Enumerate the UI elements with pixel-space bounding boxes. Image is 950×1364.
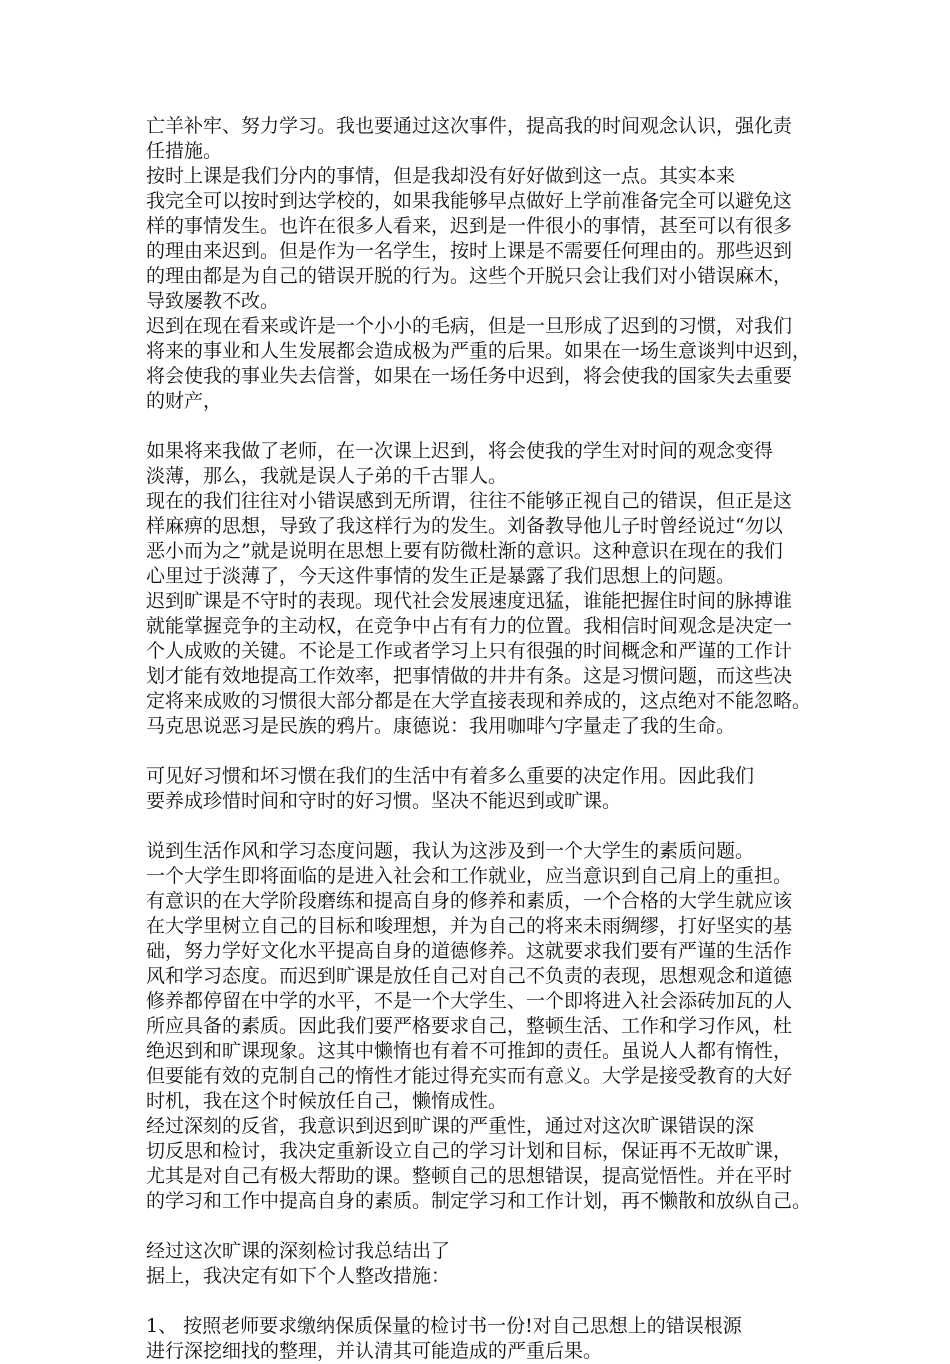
paragraph-6 [146, 589, 812, 739]
text-line: 迟到在现在看来或许是一个小小的毛病，但是一旦形成了迟到的习惯，对我们 [146, 315, 793, 337]
paragraph-gap [146, 1214, 812, 1239]
text-line: 时机，我在这个时候放任自己，懒惰成性。 [146, 1090, 508, 1112]
paragraph-gap [146, 414, 812, 439]
paragraph-gap [146, 1289, 812, 1314]
text-line: 经过深刻的反省，我意识到迟到旷课的严重性，通过对这次旷课错误的深 [146, 1115, 755, 1137]
text-line: 迟到旷课是不守时的表现。现代社会发展速度迅猛，谁能把握住时间的脉搏谁 [146, 590, 793, 612]
text-line: 有意识的在大学阶段磨练和提高自身的修养和素质，一个合格的大学生就应该 [146, 890, 793, 912]
paragraph-gap [146, 814, 812, 839]
text-line: 如果将来我做了老师，在一次课上迟到，将会使我的学生对时间的观念变得 [146, 440, 774, 462]
text-line: 切反思和检讨，我决定重新设立自己的学习计划和目标，保证再不无故旷课， [146, 1140, 793, 1162]
text-line: 的学习和工作中提高自身的素质。制定学习和工作计划，再不懒散和放纵自己。 [146, 1190, 812, 1212]
text-line: 的理由来迟到。但是作为一名学生，按时上课是不需要任何理由的。那些迟到 [146, 240, 793, 262]
document-body [146, 114, 812, 1364]
text-line: 修养都停留在中学的水平，不是一个大学生、一个即将进入社会添砖加瓦的人 [146, 990, 793, 1012]
text-line: 就能掌握竞争的主动权，在竞争中占有有力的位置。我相信时间观念是决定一 [146, 615, 793, 637]
text-line: 亡羊补牢、努力学习。我也要通过这次事件，提高我的时间观念认识，强化责 [146, 115, 793, 137]
text-line: 据上，我决定有如下个人整改措施： [146, 1265, 451, 1287]
text-line: 绝迟到和旷课现象。这其中懒惰也有着不可推卸的责任。虽说人人都有惰性， [146, 1040, 793, 1062]
text-line: 说到生活作风和学习态度问题，我认为这涉及到一个大学生的素质问题。 [146, 840, 755, 862]
text-line: 恶小而为之”就是说明在思想上要有防微杜渐的意识。这种意识在现在的我们 [146, 540, 783, 562]
paragraph-10 [146, 1239, 812, 1289]
text-line: 按时上课是我们分内的事情，但是我却没有好好做到这一点。其实本来 [146, 165, 736, 187]
text-line: 进行深挖细找的整理，并认清其可能造成的严重后果。 [146, 1340, 603, 1362]
text-line: 所应具备的素质。因此我们要严格要求自己，整顿生活、工作和学习作风，杜 [146, 1015, 793, 1037]
text-line: 样麻痹的思想，导致了我这样行为的发生。刘备教导他儿子时曾经说过“勿以 [146, 515, 783, 537]
text-line: 个人成败的关键。不论是工作或者学习上只有很强的时间概念和严谨的工作计 [146, 640, 793, 662]
text-line: 1、 按照老师要求缴纳保质保量的检讨书一份!对自己思想上的错误根源 [146, 1315, 742, 1337]
paragraph-5 [146, 489, 812, 589]
paragraph-1 [146, 114, 812, 164]
text-line: 任措施。 [146, 140, 223, 162]
text-line: 淡薄，那么，我就是误人子弟的千古罪人。 [146, 465, 508, 487]
text-line: 马克思说恶习是民族的鸦片。康德说：我用咖啡勺字量走了我的生命。 [146, 715, 736, 737]
text-line: 要养成珍惜时间和守时的好习惯。坚决不能迟到或旷课。 [146, 790, 622, 812]
paragraph-11 [146, 1314, 812, 1364]
paragraph-gap [146, 739, 812, 764]
paragraph-7 [146, 764, 812, 814]
text-line: 尤其是对自己有极大帮助的课。整顿自己的思想错误，提高觉悟性。并在平时 [146, 1165, 793, 1187]
text-line: 我完全可以按时到达学校的，如果我能够早点做好上学前准备完全可以避免这 [146, 190, 793, 212]
text-line: 划才能有效地提高工作效率，把事情做的井井有条。这是习惯问题，而这些决 [146, 665, 793, 687]
text-line: 在大学里树立自己的目标和唆理想，并为自己的将来未雨绸缪，打好坚实的基 [146, 915, 793, 937]
paragraph-3 [146, 314, 812, 414]
text-line: 风和学习态度。而迟到旷课是放任自己对自己不负责的表现，思想观念和道德 [146, 965, 793, 987]
paragraph-2 [146, 164, 812, 314]
text-line: 但要能有效的克制自己的惰性才能过得充实而有意义。大学是接受教育的大好 [146, 1065, 793, 1087]
text-line: 可见好习惯和坏习惯在我们的生活中有着多么重要的决定作用。因此我们 [146, 765, 755, 787]
text-line: 将来的事业和人生发展都会造成极为严重的后果。如果在一场生意谈判中迟到， [146, 340, 812, 362]
text-line: 的财产， [146, 390, 223, 412]
text-line: 的理由都是为自己的错误开脱的行为。这些个开脱只会让我们对小错误麻木， [146, 265, 793, 287]
paragraph-9 [146, 1114, 812, 1214]
text-line: 将会使我的事业失去信誉，如果在一场任务中迟到，将会使我的国家失去重要 [146, 365, 793, 387]
text-line: 定将来成败的习惯很大部分都是在大学直接表现和养成的，这点绝对不能忽略。 [146, 690, 812, 712]
text-line: 经过这次旷课的深刻检讨我总结出了 [146, 1240, 451, 1262]
text-line: 一个大学生即将面临的是进入社会和工作就业，应当意识到自己肩上的重担。 [146, 865, 793, 887]
text-line: 心里过于淡薄了，今天这件事情的发生正是暴露了我们思想上的问题。 [146, 565, 736, 587]
text-line: 现在的我们往往对小错误感到无所谓，往往不能够正视自己的错误，但正是这 [146, 490, 793, 512]
text-line: 导致屡教不改。 [146, 290, 280, 312]
paragraph-4 [146, 439, 812, 489]
paragraph-8 [146, 839, 812, 1114]
text-line: 样的事情发生。也许在很多人看来，迟到是一件很小的事情，甚至可以有很多 [146, 215, 793, 237]
text-line: 础，努力学好文化水平提高自身的道德修养。这就要求我们要有严谨的生活作 [146, 940, 793, 962]
